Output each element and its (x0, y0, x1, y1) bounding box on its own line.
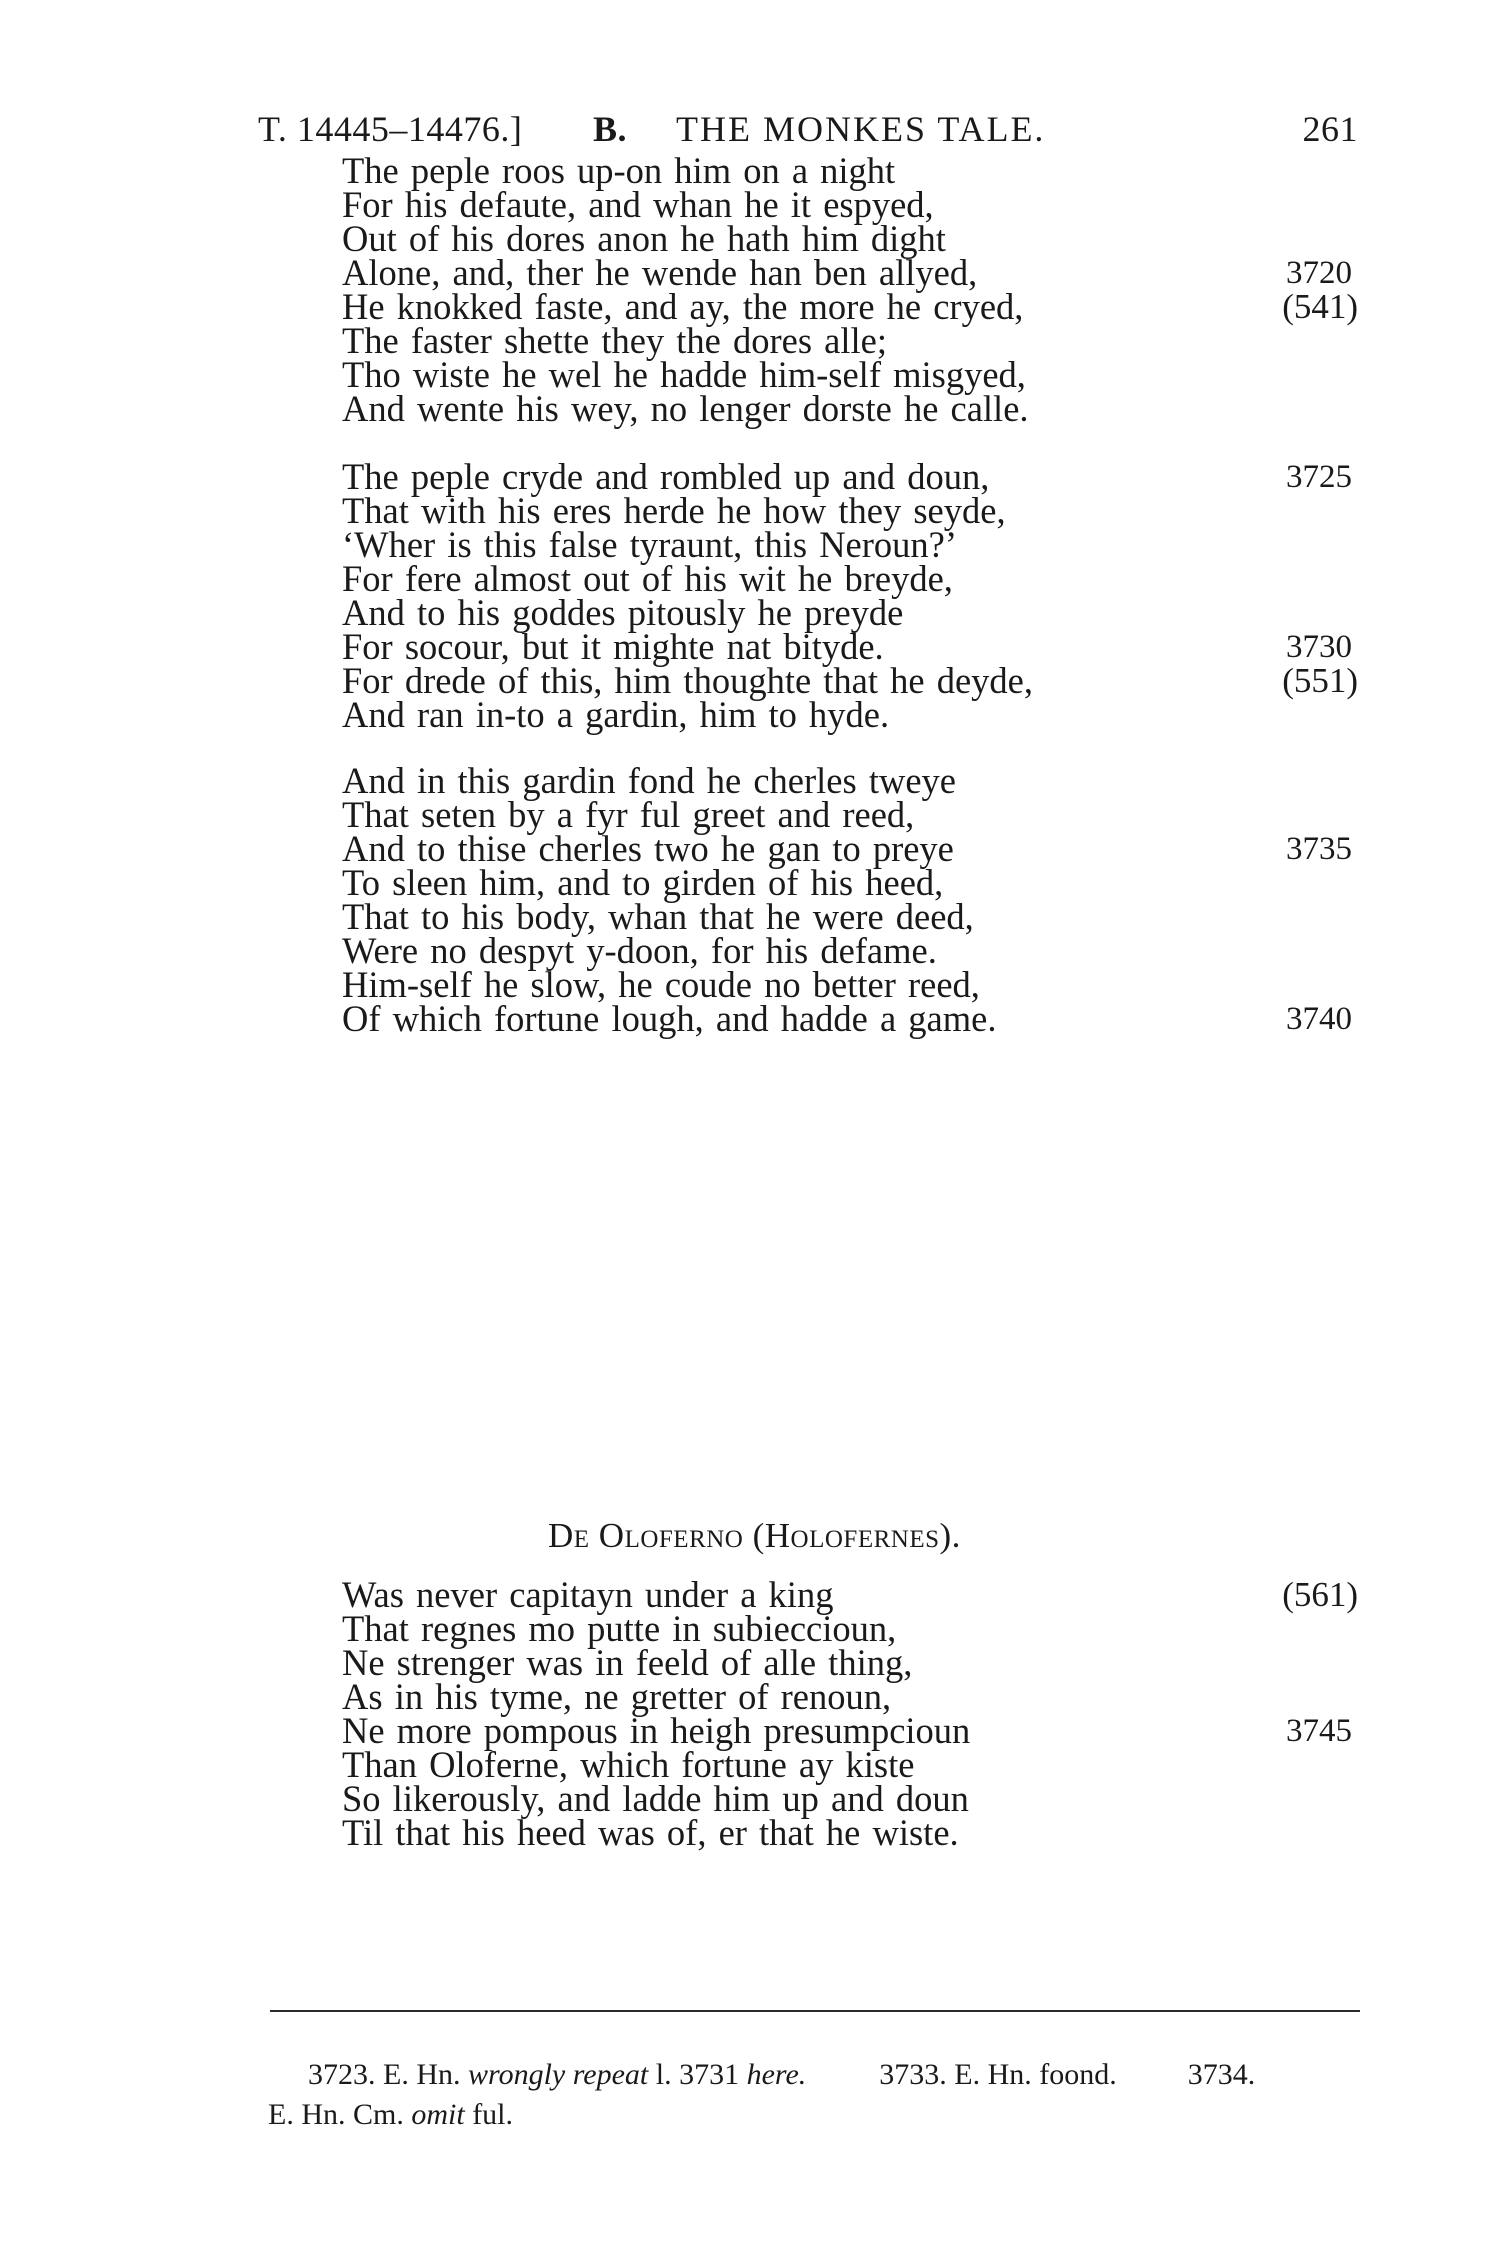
verse-line: Ne strenger was in feeld of alle thing, (342, 1642, 913, 1683)
verse-line: And in this gardin fond he cherles tweye (342, 760, 956, 801)
verse-line: For drede of this, him thoughte that he deyde, (551) (342, 658, 1342, 704)
verse-line: That with his eres herde he how they seyde, (342, 490, 1006, 531)
verse-line: So likerously, and ladde him up and doun (342, 1778, 969, 1819)
verse-line: For socour, but it mighte nat bityde. 3730 (342, 624, 1342, 670)
footnote-ref: 3734. (1187, 2058, 1256, 2091)
line-number: (551) (1282, 661, 1358, 700)
verse-line: Him-self he slow, he coude no better reed, (342, 964, 980, 1005)
footnote-italic: here. (746, 2058, 807, 2091)
footnote-source: E. Hn. Cm. (268, 2098, 404, 2131)
line-number: 3730 (1286, 629, 1352, 665)
footnote-ref: 3733. (879, 2058, 947, 2091)
verse-line: Tho wiste he wel he hadde him-self misgyed, (342, 354, 1026, 395)
verse-line: Of which fortune lough, and hadde a game. 3740 (342, 996, 1342, 1042)
line-number: (561) (1282, 1575, 1358, 1614)
footnote-rule (270, 2010, 1360, 2012)
verse-line: And ran in-to a gardin, him to hyde. (342, 694, 890, 735)
line-number: 3735 (1286, 831, 1352, 867)
page-number: 261 (1302, 109, 1358, 149)
line-number: 3725 (1286, 459, 1352, 495)
section-heading: De Oloferno (Holofernes). (548, 1516, 961, 1555)
verse-line: And to his goddes pitously he preyde (342, 592, 904, 633)
footnote-italic: omit (411, 2098, 465, 2131)
verse-line: That seten by a fyr ful greet and reed, (342, 794, 915, 835)
verse-line: Was never capitayn under a king (561) (342, 1572, 1342, 1618)
footnote-source: E. Hn. (383, 2058, 461, 2091)
footnote-text: E. Hn. foond. (954, 2058, 1117, 2091)
verse-line: That regnes mo putte in subieccioun, (342, 1608, 897, 1649)
verse-line: And to thise cherles two he gan to preye 3735 (342, 826, 1342, 872)
verse-line: Alone, and, ther he wende han ben allyed, 3720 (342, 250, 1342, 296)
section-letter: B. (593, 109, 628, 149)
footnote-text: ful. (472, 2098, 514, 2131)
line-range: T. 14445–14476.] (258, 109, 523, 149)
footnote-line-1 (308, 2058, 1255, 2092)
footnote-text: l. 3731 (655, 2058, 740, 2091)
verse-line: To sleen him, and to girden of his heed, (342, 862, 944, 903)
verse-line: The peple cryde and rombled up and doun, 3725 (342, 454, 1342, 500)
line-number: 3740 (1286, 1001, 1352, 1037)
line-number: 3745 (1286, 1713, 1352, 1749)
footnote-ref: 3723. (308, 2058, 376, 2091)
verse-line: That to his body, whan that he were deed, (342, 896, 974, 937)
verse-line: And wente his wey, no lenger dorste he calle. (342, 388, 1029, 429)
line-number: (541) (1282, 287, 1358, 326)
verse-line: The faster shette they the dores alle; (342, 320, 888, 361)
footnote-line-2 (268, 2098, 513, 2132)
verse-line: Than Oloferne, which fortune ay kiste (342, 1744, 915, 1785)
verse-line: For his defaute, and whan he it espyed, (342, 184, 934, 225)
verse-line: Out of his dores anon he hath him dight (342, 218, 946, 259)
verse-line: ‘Wher is this false tyraunt, this Neroun?’ (342, 524, 958, 565)
footnote-italic: wrongly repeat (468, 2058, 649, 2091)
verse-line: Were no despyt y-doon, for his defame. (342, 930, 937, 971)
verse-line: Til that his heed was of, er that he wiste. (342, 1812, 959, 1853)
line-number: 3720 (1286, 255, 1352, 291)
verse-line: For fere almost out of his wit he breyde, (342, 558, 953, 599)
verse-line: He knokked faste, and ay, the more he cryed, (541) (342, 284, 1342, 330)
verse-line: The peple roos up-on him on a night (342, 150, 896, 191)
verse-line: As in his tyme, ne gretter of renoun, (342, 1676, 892, 1717)
tale-title: THE MONKES TALE. (676, 109, 1046, 149)
verse-line: Ne more pompous in heigh presumpcioun 3745 (342, 1708, 1342, 1754)
